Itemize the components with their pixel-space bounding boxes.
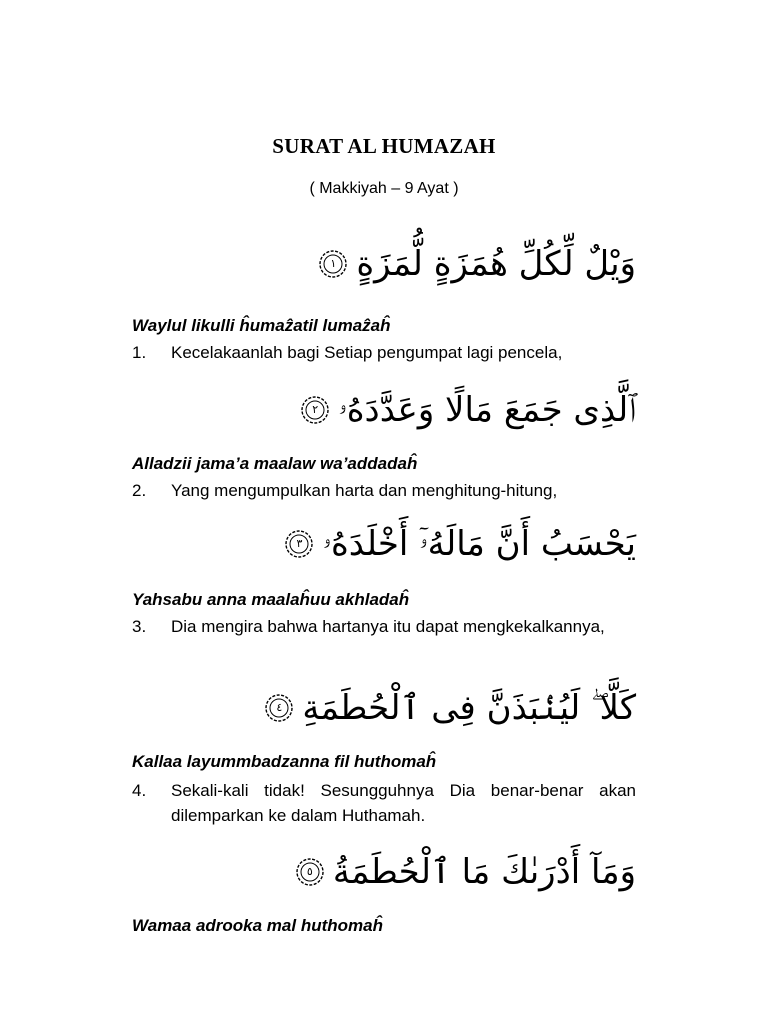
ayah-end-marker-icon (295, 857, 325, 887)
ayah-end-marker-icon (284, 529, 314, 559)
translation-text: Sekali-kali tidak! Sesungguhnya Dia benar-benar akan dilemparkan ke dalam Huthamah. (171, 781, 636, 825)
arabic-verse-line (284, 516, 636, 572)
transliteration-text: Waylul likulli ĥumaẑatil lumaẑaĥ (132, 316, 391, 335)
page-subtitle: ( Makkiyah – 9 Ayat ) (309, 180, 459, 197)
translation-text: Dia mengira bahwa hartanya itu dapat mengkekalkannya, (171, 617, 605, 636)
ayah-number: ٢ (312, 403, 319, 416)
ayah-number: ١ (330, 257, 337, 270)
ayah-number: ٣ (296, 537, 303, 550)
translation-block (132, 340, 636, 365)
translation-number: 1. (132, 343, 147, 362)
arabic-verse-line (318, 236, 636, 292)
arabic-verse-line (264, 680, 636, 736)
ayah-number: ٥ (306, 865, 313, 878)
translation-block (132, 778, 636, 828)
translation-text: Yang mengumpulkan harta dan menghitung-hitung, (171, 481, 558, 500)
ayah-end-marker-icon (300, 395, 330, 425)
translation-number: 3. (132, 617, 147, 636)
ayah-number: ٤ (276, 701, 283, 714)
arabic-verse-line (300, 382, 636, 438)
ayah-end-marker-icon (318, 249, 348, 279)
arabic-verse-text: وَيْلٌ لِّكُلِّ هُمَزَةٍ لُّمَزَةٍ (356, 244, 636, 284)
arabic-verse-text: ٱلَّذِى جَمَعَ مَالًا وَعَدَّدَهُۥ (338, 390, 636, 430)
arabic-verse-line (295, 844, 636, 900)
translation-block (132, 614, 636, 639)
translation-number: 4. (132, 781, 147, 800)
arabic-verse-text: كَلَّا ۖ لَيُنۢبَذَنَّ فِى ٱلْحُطَمَةِ (302, 688, 636, 728)
page-title: SURAT AL HUMAZAH (272, 134, 496, 158)
translation-block (132, 478, 636, 503)
arabic-verse-text: وَمَآ أَدْرَىٰكَ مَا ٱلْحُطَمَةُ (332, 852, 636, 892)
ayah-end-marker-icon (264, 693, 294, 723)
translation-number: 2. (132, 481, 147, 500)
translation-text: Kecelakaanlah bagi Setiap pengumpat lagi pencela, (171, 343, 563, 362)
transliteration-text: Wamaa adrooka mal huthomaĥ (132, 916, 383, 935)
transliteration-text: Yahsabu anna maalaĥuu akhladaĥ (132, 590, 410, 609)
arabic-verse-text: يَحْسَبُ أَنَّ مَالَهُۥٓ أَخْلَدَهُۥ (322, 524, 636, 564)
transliteration-text: Kallaa layummbadzanna fil huthomaĥ (132, 752, 437, 771)
transliteration-text: Alladzii jama’a maalaw wa’addadaĥ (132, 454, 418, 473)
